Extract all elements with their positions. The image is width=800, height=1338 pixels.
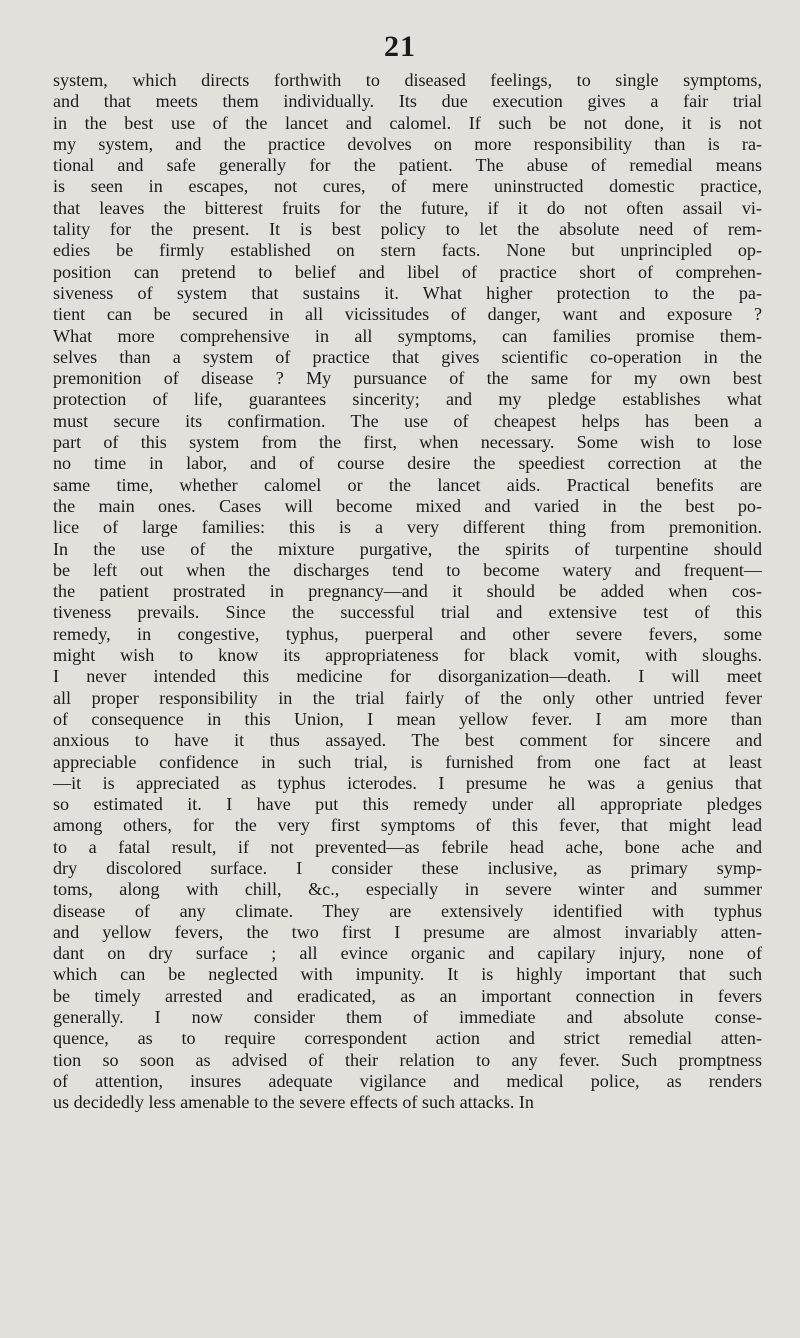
- text-line: generally. I now consider them of immediate and absolute conse-: [53, 1007, 762, 1028]
- text-line: so estimated it. I have put this remedy under all appropriate pledges: [53, 794, 762, 815]
- text-line: position can pretend to belief and libel of practice short of comprehen-: [53, 261, 762, 282]
- text-line: What more comprehensive in all symptoms, can families promise them-: [53, 325, 762, 346]
- text-line: which can be neglected with impunity. It is highly important that such: [53, 964, 762, 985]
- text-line: disease of any climate. They are extensively identified with typhus: [53, 900, 762, 921]
- text-line: selves than a system of practice that gives scientific co-operation in the: [53, 346, 762, 367]
- text-line: must secure its confirmation. The use of cheapest helps has been a: [53, 410, 762, 431]
- text-line: dant on dry surface ; all evince organic and capilary injury, none of: [53, 943, 762, 964]
- text-line: quence, as to require correspondent action and strict remedial atten-: [53, 1028, 762, 1049]
- text-line: edies be firmly established on stern facts. None but unprincipled op-: [53, 240, 762, 261]
- text-line: protection of life, guarantees sincerity; and my pledge establishes what: [53, 389, 762, 410]
- text-line: and yellow fevers, the two first I presume are almost invariably atten-: [53, 921, 762, 942]
- text-line: same time, whether calomel or the lancet aids. Practical benefits are: [53, 474, 762, 495]
- text-line: siveness of system that sustains it. What higher protection to the pa-: [53, 282, 762, 303]
- text-line: us decidedly less amenable to the severe effects of such attacks. In: [53, 1092, 534, 1113]
- text-line: all proper responsibility in the trial fairly of the only other untried fever: [53, 687, 762, 708]
- text-line: my system, and the practice devolves on more responsibility than is ra-: [53, 133, 762, 154]
- text-line: no time in labor, and of course desire the speediest correction at the: [53, 453, 762, 474]
- text-line: the patient prostrated in pregnancy—and it should be added when cos-: [53, 581, 762, 602]
- text-line: premonition of disease ? My pursuance of the same for my own best: [53, 368, 762, 389]
- text-line: the main ones. Cases will become mixed and varied in the best po-: [53, 495, 762, 516]
- text-line: of consequence in this Union, I mean yellow fever. I am more than: [53, 708, 762, 729]
- text-line: tality for the present. It is best policy to let the absolute need of rem-: [53, 219, 762, 240]
- text-line: and that meets them individually. Its due execution gives a fair trial: [53, 91, 762, 112]
- text-line: tion so soon as advised of their relation to any fever. Such promptness: [53, 1049, 762, 1070]
- page-number: 21: [384, 30, 416, 63]
- text-line: In the use of the mixture purgative, the spirits of turpentine should: [53, 538, 762, 559]
- text-line: be timely arrested and eradicated, as an important connection in fevers: [53, 985, 762, 1006]
- text-line: of attention, insures adequate vigilance and medical police, as renders: [53, 1070, 762, 1091]
- text-line: remedy, in congestive, typhus, puerperal and other severe fevers, some: [53, 623, 762, 644]
- text-line: tiveness prevails. Since the successful trial and extensive test of this: [53, 602, 762, 623]
- text-line: anxious to have it thus assayed. The best comment for sincere and: [53, 730, 762, 751]
- text-line: appreciable confidence in such trial, is furnished from one fact at least: [53, 751, 762, 772]
- text-line: dry discolored surface. I consider these inclusive, as primary symp-: [53, 857, 762, 878]
- text-line: tient can be secured in all vicissitudes of danger, want and exposure ?: [53, 304, 762, 325]
- text-line: be left out when the discharges tend to become watery and frequent—: [53, 559, 762, 580]
- text-line: tional and safe generally for the patient. The abuse of remedial means: [53, 155, 762, 176]
- text-line: among others, for the very first symptoms of this fever, that might lead: [53, 815, 762, 836]
- text-line: part of this system from the first, when necessary. Some wish to lose: [53, 432, 762, 453]
- text-line: —it is appreciated as typhus icterodes. I presume he was a genius that: [53, 772, 762, 793]
- text-line: is seen in escapes, not cures, of mere uninstructed domestic practice,: [53, 176, 762, 197]
- text-line: to a fatal result, if not prevented—as febrile head ache, bone ache and: [53, 836, 762, 857]
- text-line: might wish to know its appropriateness for black vomit, with sloughs.: [53, 645, 762, 666]
- body-text: [53, 70, 762, 1114]
- text-line: in the best use of the lancet and calomel. If such be not done, it is not: [53, 112, 762, 133]
- text-line: I never intended this medicine for disorganization—death. I will meet: [53, 666, 762, 687]
- text-line: lice of large families: this is a very different thing from premonition.: [53, 517, 762, 538]
- text-line: toms, along with chill, &c., especially in severe winter and summer: [53, 879, 762, 900]
- text-line: system, which directs forthwith to diseased feelings, to single symptoms,: [53, 70, 762, 90]
- text-line: that leaves the bitterest fruits for the future, if it do not often assail vi-: [53, 197, 762, 218]
